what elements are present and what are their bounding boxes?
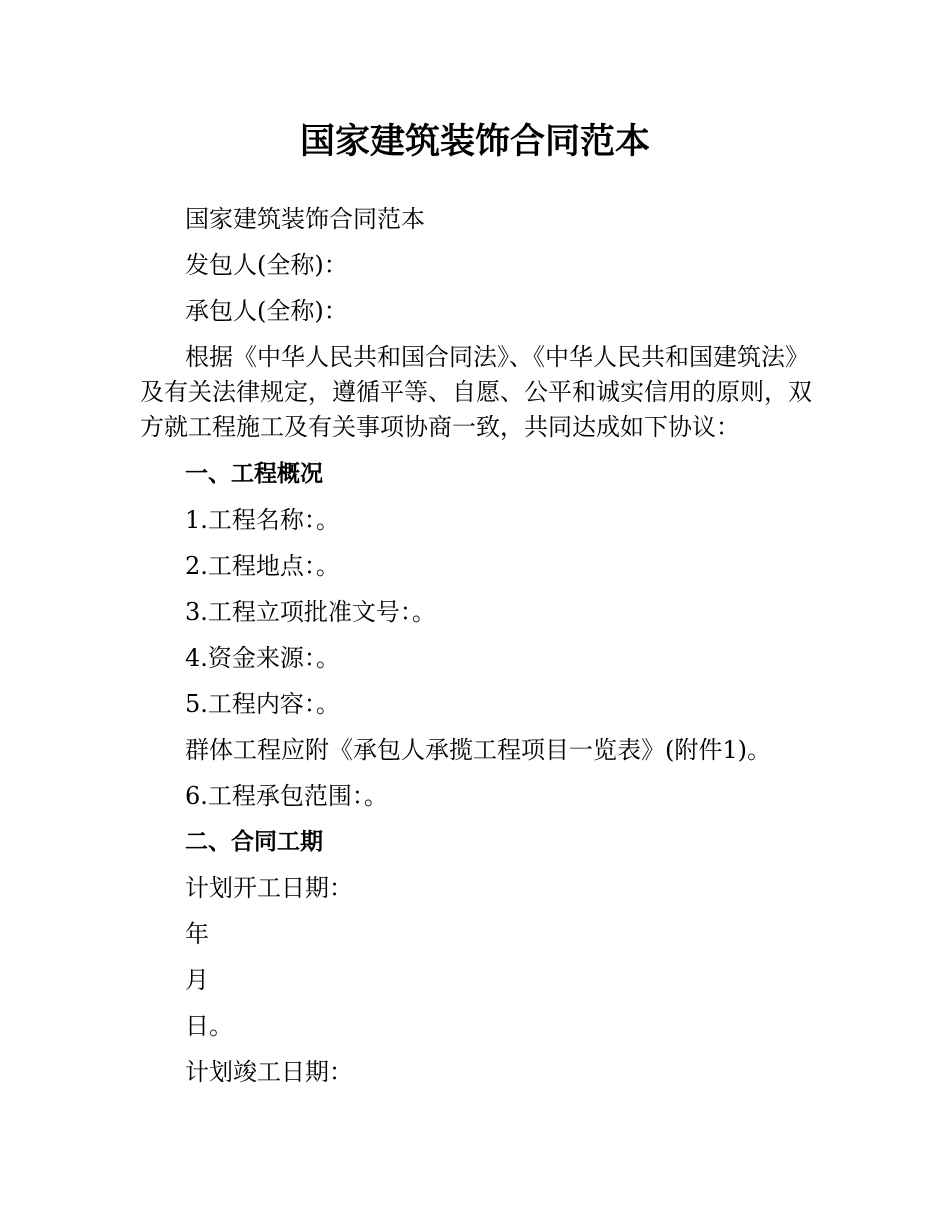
group-project-note: 群体工程应附《承包人承揽工程项目一览表》(附件1)。 bbox=[185, 736, 771, 764]
planned-completion-date-line: 计划竣工日期： bbox=[185, 1058, 353, 1086]
funding-source-line: 4.资金来源：。 bbox=[185, 644, 340, 672]
section-heading-contract-period: 二、合同工期 bbox=[185, 829, 323, 855]
contract-scope-line: 6.工程承包范围：。 bbox=[185, 782, 388, 810]
document-title: 国家建筑装饰合同范本 bbox=[299, 122, 650, 162]
project-content-line: 5.工程内容：。 bbox=[185, 690, 340, 718]
document-body bbox=[140, 196, 830, 1095]
project-location-line: 2.工程地点：。 bbox=[185, 552, 340, 580]
contractor-line: 承包人(全称)： bbox=[185, 297, 348, 325]
preamble-paragraph: 根据《中华人民共和国合同法》、《中华人民共和国建筑法》及有关法律规定，遵循平等、自愿、公平和诚实信用的原则，双方就工程施工及有关事项协商一致，共同达成如下协议： bbox=[140, 343, 812, 441]
body-paragraph: 国家建筑装饰合同范本 bbox=[185, 205, 425, 233]
month-line: 月 bbox=[185, 966, 209, 994]
section-heading-project-overview: 一、工程概况 bbox=[185, 461, 323, 487]
day-line: 日。 bbox=[185, 1012, 233, 1040]
planned-start-date-line: 计划开工日期： bbox=[185, 874, 353, 902]
project-name-line: 1.工程名称：。 bbox=[185, 506, 340, 534]
year-line: 年 bbox=[185, 920, 209, 948]
employer-line: 发包人(全称)： bbox=[185, 251, 348, 279]
approval-number-line: 3.工程立项批准文号：。 bbox=[185, 598, 436, 626]
